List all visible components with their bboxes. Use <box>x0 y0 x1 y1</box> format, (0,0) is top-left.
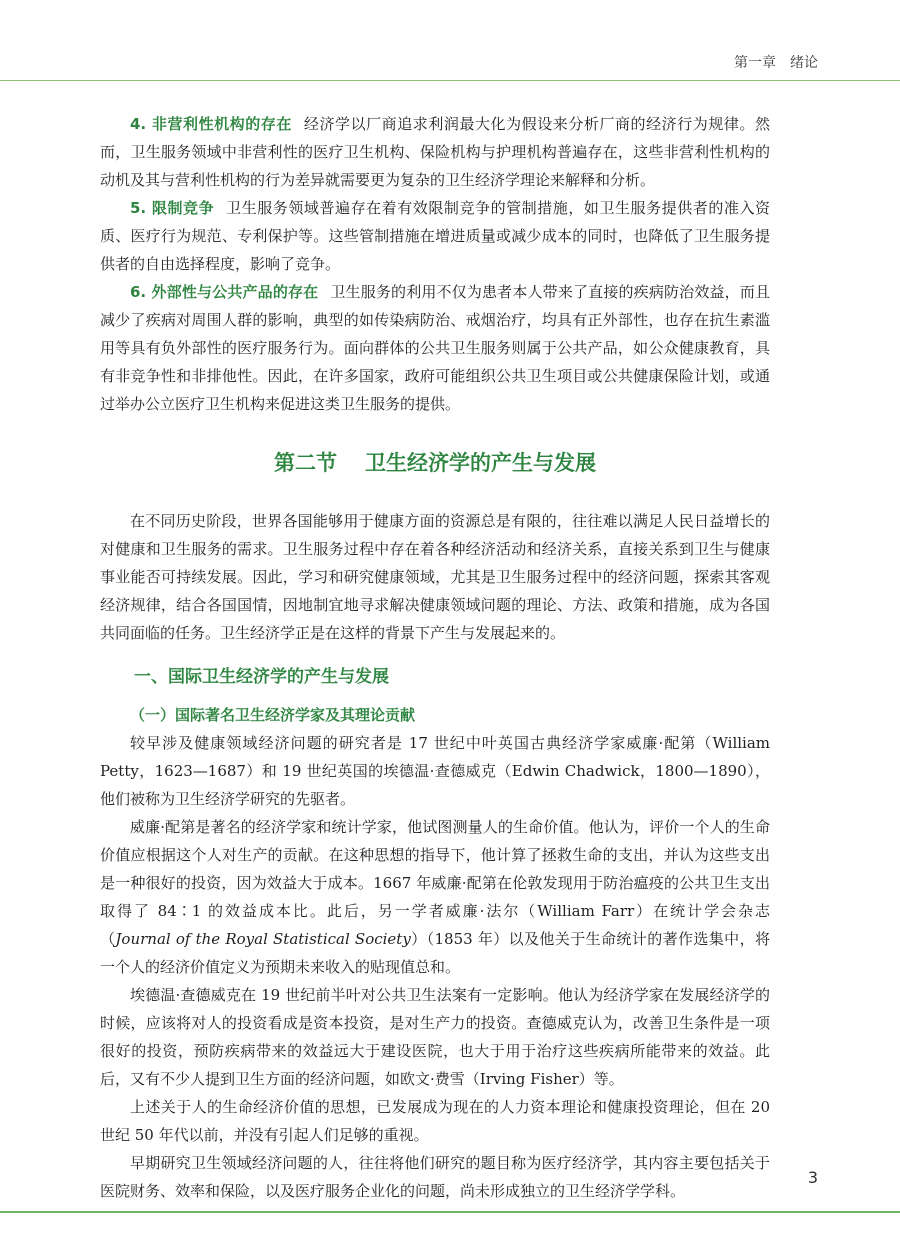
item-paragraph <box>100 278 770 418</box>
item-text: 卫生服务的利用不仅为患者本人带来了直接的疾病防治效益，而且减少了疾病对周围人群的影响，典型的如传染病防治、戒烟治疗，均具有正外部性，也存在抗生素滥用等具有负外部性的医疗服务行为。面向群体的公共卫生服务则属于公共产品，如公众健康教育，具有非竞争性和非排他性。因此，在许多国家，政府可能组织公共卫生项目或公共健康保险计划，或通过举办公立医疗卫生机构来促进这类卫生服务的提供。 <box>100 283 771 413</box>
chapter-header: 第一章 绪论 <box>734 55 818 71</box>
item-lead: 6. 外部性与公共产品的存在 <box>130 283 319 301</box>
body-paragraph: 上述关于人的生命经济价值的思想，已发展成为现在的人力资本理论和健康投资理论，但在 20 世纪 50 年代以前，并没有引起人们足够的重视。 <box>100 1098 770 1144</box>
section-heading: 卫生经济学的产生与发展 <box>365 451 596 475</box>
body-paragraph: 较早涉及健康领域经济问题的研究者是 17 世纪中叶英国古典经济学家威廉·配第（William Petty，1623—1687）和 19 世纪英国的埃德温·查德威克（Edwin Chadwick，1800—1890），他们被称为卫生经济学研究的先驱者。 <box>100 734 770 808</box>
item-text: 卫生服务领域普遍存在着有效限制竞争的管制措施，如卫生服务提供者的准入资质、医疗行为规范、专利保护等。这些管制措施在增进质量或减少成本的同时，也降低了卫生服务提供者的自由选择程度，影响了竞争。 <box>100 199 770 273</box>
item-paragraph <box>100 110 770 194</box>
paragraph-text: ）（1853 年）以及他关于生命统计的著作选集中，将一个人的经济价值定义为预期未来收入的贴现值总和。 <box>100 930 770 976</box>
bottom-rule <box>0 1211 900 1213</box>
item-paragraph <box>100 194 770 278</box>
paragraph-text: 威廉·配第是著名的经济学家和统计学家，他试图测量人的生命价值。他认为，评价一个人的生命价值应根据这个人对生产的贡献。在这种思想的指导下，他计算了拯救生命的支出，并认为这些支出是一种很好的投资，因为效益大于成本。1667 年威廉·配第在伦敦发现用于防治瘟疫的公共卫生支出取得了 84∶1 的效益成本比。此后，另一学者威廉·法尔（William Farr）在统计学会杂志（ <box>100 818 770 948</box>
section-title <box>100 449 770 477</box>
item-text: 经济学以厂商追求利润最大化为假设来分析厂商的经济行为规律。然而，卫生服务领域中非营利性的医疗卫生机构、保险机构与护理机构普遍存在，这些非营利性机构的动机及其与营利性机构的行为差异就需要更为复杂的卫生经济学理论来解释和分析。 <box>100 115 770 189</box>
header-rule <box>0 80 900 81</box>
item-lead: 4. 非营利性机构的存在 <box>130 115 292 133</box>
body-paragraph: 早期研究卫生领域经济问题的人，往往将他们研究的题目称为医疗经济学，其内容主要包括关于医院财务、效率和保险，以及医疗服务企业化的问题，尚未形成独立的卫生经济学学科。 <box>100 1154 770 1200</box>
section-number: 第二节 <box>274 451 337 475</box>
page-content <box>100 110 770 1205</box>
item-lead: 5. 限制竞争 <box>130 199 215 217</box>
section-intro: 在不同历史阶段，世界各国能够用于健康方面的资源总是有限的，往往难以满足人民日益增长的对健康和卫生服务的需求。卫生服务过程中存在着各种经济活动和经济关系，直接关系到卫生与健康事业能否可持续发展。因此，学习和研究健康领域，尤其是卫生服务过程中的经济问题，探索其客观经济规律，结合各国国情，因地制宜地寻求解决健康领域问题的理论、方法、政策和措施，成为各国共同面临的任务。卫生经济学正是在这样的背景下产生与发展起来的。 <box>100 512 770 642</box>
body-paragraph: 埃德温·查德威克在 19 世纪前半叶对公共卫生法案有一定影响。他认为经济学家在发展经济学的时候，应该将对人的投资看成是资本投资，是对生产力的投资。查德威克认为，改善卫生条件是一项很好的投资，预防疾病带来的效益远大于建设医院，也大于用于治疗这些疾病所能带来的效益。此后，又有不少人提到卫生方面的经济问题，如欧文·费雪（Irving Fisher）等。 <box>100 986 770 1088</box>
subsubsection-title: （一）国际著名卫生经济学家及其理论贡献 <box>130 706 416 724</box>
subsection-title: 一、国际卫生经济学的产生与发展 <box>134 667 389 687</box>
journal-title: Journal of the Royal Statistical Society <box>115 930 411 948</box>
body-paragraph <box>100 813 770 981</box>
page-number: 3 <box>807 1168 818 1187</box>
